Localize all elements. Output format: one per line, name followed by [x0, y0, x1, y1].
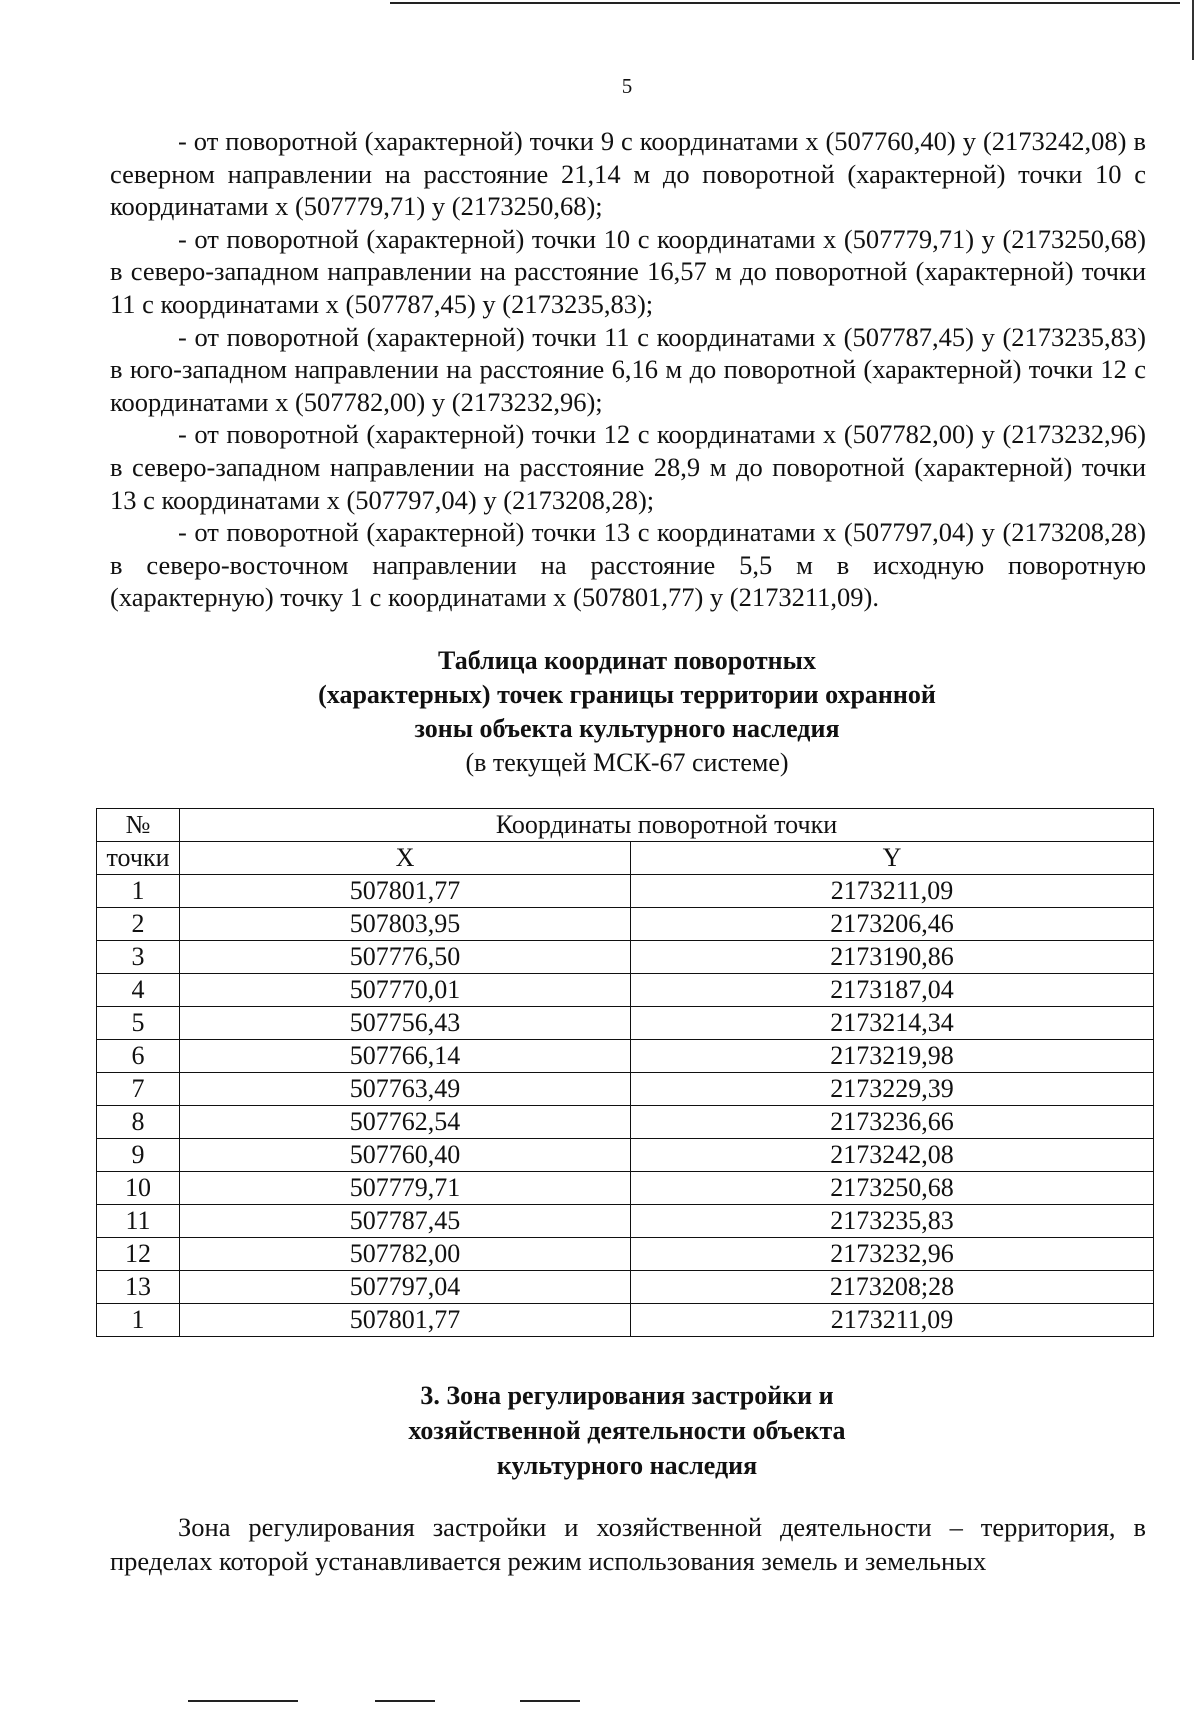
zone-definition-paragraph: Зона регулирования застройки и хозяйственной деятельности – территория, в пределах которой устанавливается режим использования земель и земельных — [110, 1512, 1146, 1576]
section-title — [0, 1378, 1200, 1483]
x-coordinate-cell: 507779,71 — [180, 1172, 631, 1205]
table-title-line: зоны объекта культурного наследия — [414, 714, 840, 743]
x-coordinate-cell: 507762,54 — [180, 1106, 631, 1139]
boundary-paragraph: - от поворотной (характерной) точки 13 с координатами x (507797,04) y (2173208,28) в северо-восточном направлении на расстояние 5,5 м в исходную поворотную (характерную) точку 1 с координатами x (507801,77) y (2173211,09). — [110, 517, 1146, 613]
x-coordinate-cell: 507782,00 — [180, 1238, 631, 1271]
y-coordinate-cell: 2173190,86 — [631, 941, 1154, 974]
table-header-row — [97, 809, 1154, 842]
point-number-cell: 3 — [97, 941, 180, 974]
header-no: № — [97, 809, 180, 842]
y-coordinate-cell: 2173214,34 — [631, 1007, 1154, 1040]
y-coordinate-cell: 2173229,39 — [631, 1073, 1154, 1106]
coordinates-table — [96, 808, 1154, 1337]
section-title-line: культурного наследия — [496, 1451, 758, 1480]
header-y: Y — [631, 842, 1154, 875]
boundary-paragraph: - от поворотной (характерной) точки 12 с координатами x (507782,00) y (2173232,96) в северо-западном направлении на расстояние 28,9 м до поворотной (характерной) точки 13 с координатами x (507797,04) y (2173208,28); — [110, 419, 1146, 515]
boundary-description — [110, 125, 1146, 614]
scan-edge-bottom — [375, 1700, 435, 1702]
table-row — [97, 1271, 1154, 1304]
table-row — [97, 1139, 1154, 1172]
table-row — [97, 1238, 1154, 1271]
scan-edge-bottom — [188, 1700, 298, 1702]
point-number-cell: 8 — [97, 1106, 180, 1139]
table-row — [97, 1172, 1154, 1205]
table-subtitle: (в текущей МСК-67 системе) — [465, 748, 789, 777]
x-coordinate-cell: 507801,77 — [180, 1304, 631, 1337]
point-number-cell: 7 — [97, 1073, 180, 1106]
table-row — [97, 941, 1154, 974]
section-title-line: 3. Зона регулирования застройки и — [420, 1381, 834, 1410]
boundary-paragraph: - от поворотной (характерной) точки 9 с координатами x (507760,40) y (2173242,08) в северном направлении на расстояние 21,14 м до поворотной (характерной) точки 10 с координатами x (507779,71) y (2173250,68); — [110, 126, 1146, 222]
table-row — [97, 974, 1154, 1007]
y-coordinate-cell: 2173219,98 — [631, 1040, 1154, 1073]
point-number-cell: 9 — [97, 1139, 180, 1172]
point-number-cell: 1 — [97, 1304, 180, 1337]
point-number-cell: 2 — [97, 908, 180, 941]
table-row — [97, 1106, 1154, 1139]
y-coordinate-cell: 2173187,04 — [631, 974, 1154, 1007]
point-number-cell: 10 — [97, 1172, 180, 1205]
table-title — [0, 644, 1200, 780]
x-coordinate-cell: 507760,40 — [180, 1139, 631, 1172]
x-coordinate-cell: 507763,49 — [180, 1073, 631, 1106]
scan-edge-bottom — [520, 1700, 580, 1702]
point-number-cell: 1 — [97, 875, 180, 908]
header-x: X — [180, 842, 631, 875]
y-coordinate-cell: 2173208;28 — [631, 1271, 1154, 1304]
boundary-paragraph: - от поворотной (характерной) точки 11 с координатами x (507787,45) y (2173235,83) в юго-западном направлении на расстояние 6,16 м до поворотной (характерной) точки 12 с координатами x (507782,00) y (2173232,96); — [110, 321, 1146, 417]
y-coordinate-cell: 2173211,09 — [631, 875, 1154, 908]
scan-edge-right — [1192, 0, 1194, 60]
header-no-label: точки — [97, 842, 180, 875]
point-number-cell: 12 — [97, 1238, 180, 1271]
x-coordinate-cell: 507770,01 — [180, 974, 631, 1007]
table-row — [97, 908, 1154, 941]
y-coordinate-cell: 2173236,66 — [631, 1106, 1154, 1139]
point-number-cell: 4 — [97, 974, 180, 1007]
table-title-line: (характерных) точек границы территории охранной — [318, 680, 936, 709]
point-number-cell: 13 — [97, 1271, 180, 1304]
table-row — [97, 875, 1154, 908]
section-title-line: хозяйственной деятельности объекта — [408, 1416, 846, 1445]
point-number-cell: 6 — [97, 1040, 180, 1073]
y-coordinate-cell: 2173232,96 — [631, 1238, 1154, 1271]
scan-edge-top — [390, 2, 1180, 4]
y-coordinate-cell: 2173242,08 — [631, 1139, 1154, 1172]
x-coordinate-cell: 507756,43 — [180, 1007, 631, 1040]
table-row — [97, 1007, 1154, 1040]
table-title-line: Таблица координат поворотных — [438, 646, 816, 675]
x-coordinate-cell: 507776,50 — [180, 941, 631, 974]
page-number: 5 — [621, 74, 633, 98]
y-coordinate-cell: 2173235,83 — [631, 1205, 1154, 1238]
y-coordinate-cell: 2173250,68 — [631, 1172, 1154, 1205]
table-row — [97, 1304, 1154, 1337]
point-number-cell: 11 — [97, 1205, 180, 1238]
boundary-paragraph: - от поворотной (характерной) точки 10 с координатами x (507779,71) y (2173250,68) в северо-западном направлении на расстояние 16,57 м до поворотной (характерной) точки 11 с координатами x (507787,45) y (2173235,83); — [110, 223, 1146, 319]
x-coordinate-cell: 507766,14 — [180, 1040, 631, 1073]
x-coordinate-cell: 507787,45 — [180, 1205, 631, 1238]
y-coordinate-cell: 2173211,09 — [631, 1304, 1154, 1337]
x-coordinate-cell: 507803,95 — [180, 908, 631, 941]
x-coordinate-cell: 507797,04 — [180, 1271, 631, 1304]
table-row — [97, 1073, 1154, 1106]
table-row — [97, 1040, 1154, 1073]
point-number-cell: 5 — [97, 1007, 180, 1040]
table-header-row — [97, 842, 1154, 875]
y-coordinate-cell: 2173206,46 — [631, 908, 1154, 941]
table-row — [97, 1205, 1154, 1238]
header-coordinates-group: Координаты поворотной точки — [180, 809, 1154, 842]
x-coordinate-cell: 507801,77 — [180, 875, 631, 908]
